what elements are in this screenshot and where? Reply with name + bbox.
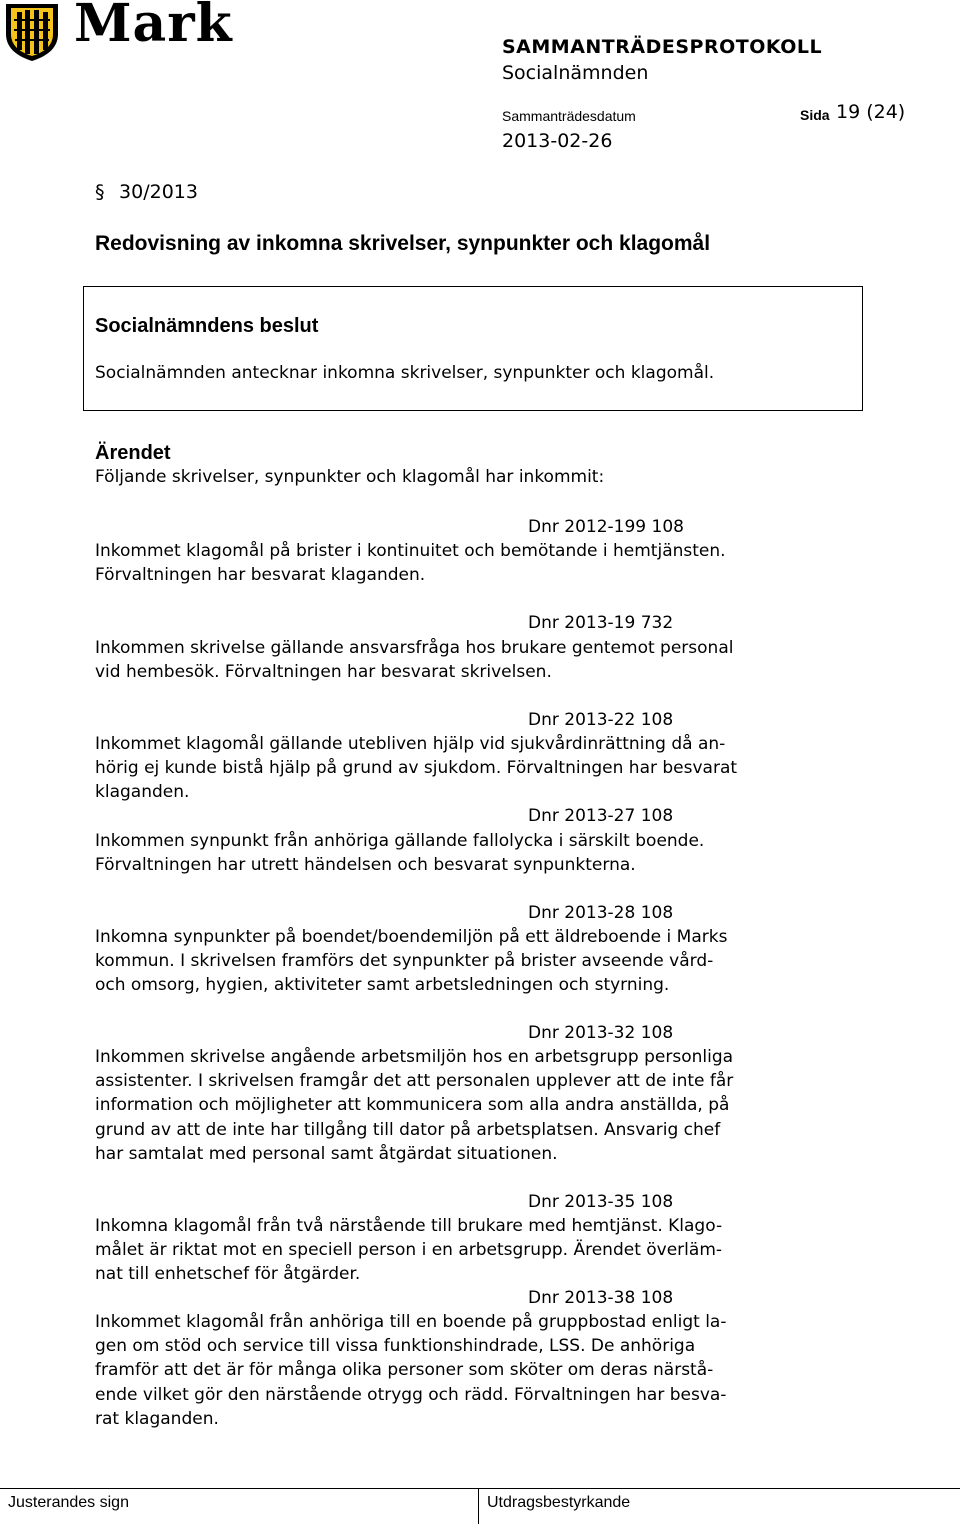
item-text-line: har samtalat med personal samt åtgärdat situationen.	[95, 1143, 558, 1164]
section-title: Redovisning av inkomna skrivelser, synpunkter och klagomål	[95, 232, 711, 255]
item-text-line: assistenter. I skrivelsen framgår det att personalen upplever att de inte får	[95, 1071, 734, 1092]
municipality-logo	[0, 0, 240, 62]
item-dnr: Dnr 2013-19 732	[528, 613, 674, 633]
decision-box	[83, 286, 863, 411]
committee-name: Socialnämnden	[502, 62, 649, 84]
item-text	[95, 829, 855, 877]
item-text-line: gen om stöd och service till vissa funktionshindrade, LSS. De anhöriga	[95, 1336, 696, 1357]
item-text-line: nat till enhetschef för åtgärder.	[95, 1264, 361, 1285]
item-text-line: Inkommen skrivelse gällande ansvarsfråga hos brukare gentemot personal	[95, 638, 734, 658]
item-dnr: Dnr 2013-35 108	[528, 1192, 674, 1212]
item-text	[95, 539, 855, 587]
logo-wordmark: Mark	[74, 0, 233, 54]
meeting-date: 2013-02-26	[502, 130, 613, 152]
paragraph-sign-icon: §	[95, 181, 105, 203]
item-dnr: Dnr 2013-38 108	[528, 1288, 674, 1308]
item-dnr: Dnr 2013-22 108	[528, 710, 674, 730]
item-text-line: klaganden.	[95, 782, 190, 803]
matter-intro: Följande skrivelser, synpunkter och klagomål har inkommit:	[95, 467, 605, 487]
section-id: 30/2013	[119, 181, 198, 203]
item-text-line: och omsorg, hygien, aktiviteter samt arbetsledningen och styrning.	[95, 975, 670, 996]
item-dnr: Dnr 2013-27 108	[528, 806, 674, 826]
item-text-line: kommun. I skrivelsen framförs det synpunkter på brister avseende vård-	[95, 951, 714, 972]
item-text-line: Inkommen skrivelse angående arbetsmiljön hos en arbetsgrupp personliga	[95, 1047, 734, 1067]
item-text-line: hörig ej kunde bistå hjälp på grund av sjukdom. Förvaltningen har besvarat	[95, 758, 738, 779]
footer-adjuster-signature: Justerandes sign	[8, 1494, 129, 1511]
item-text	[95, 925, 855, 998]
item-text-line: ende vilket gör den närstående otrygg och rädd. Förvaltningen har besva-	[95, 1384, 727, 1405]
item-text-line: vid hembesök. Förvaltningen har besvarat skrivelsen.	[95, 662, 552, 683]
item-text-line: Inkommet klagomål gällande utebliven hjälp vid sjukvårdinrättning då an-	[95, 734, 726, 754]
item-text-line: rat klaganden.	[95, 1408, 219, 1429]
item-dnr: Dnr 2013-28 108	[528, 903, 674, 923]
coat-of-arms-icon	[0, 0, 70, 62]
item-text	[95, 636, 855, 684]
item-text-line: grund av att de inte har tillgång till dator på arbetsplatsen. Ansvarig chef	[95, 1119, 721, 1140]
meeting-date-label: Sammanträdesdatum	[502, 108, 636, 124]
item-text-line: framför att det är för många olika personer som sköter om deras närstå-	[95, 1360, 714, 1381]
item-text-line: målet är riktat mot en speciell person i en arbetsgrupp. Ärendet överläm-	[95, 1240, 723, 1261]
item-text-line: Inkommet klagomål från anhöriga till en boende på gruppbostad enligt la-	[95, 1312, 727, 1332]
item-text	[95, 732, 855, 805]
footer-rule	[0, 1488, 960, 1489]
footer-extract-certification: Utdragsbestyrkande	[487, 1494, 631, 1511]
item-dnr: Dnr 2013-32 108	[528, 1023, 674, 1043]
decision-heading: Socialnämndens beslut	[95, 315, 319, 337]
page-number: 19 (24)	[836, 101, 906, 123]
matter-heading: Ärendet	[95, 442, 171, 464]
item-dnr: Dnr 2012-199 108	[528, 517, 684, 537]
item-text-line: Inkommen synpunkt från anhöriga gällande fallolycka i särskilt boende.	[95, 831, 705, 851]
item-text	[95, 1045, 855, 1166]
document-type: SAMMANTRÄDESPROTOKOLL	[502, 36, 823, 58]
item-text-line: Förvaltningen har besvarat klaganden.	[95, 565, 426, 586]
item-text-line: Inkommet klagomål på brister i kontinuitet och bemötande i hemtjänsten.	[95, 541, 726, 561]
item-text-line: Inkomna klagomål från två närstående till brukare med hemtjänst. Klago-	[95, 1216, 723, 1236]
item-text-line: Inkomna synpunkter på boendet/boendemiljön på ett äldreboende i Marks	[95, 927, 728, 947]
decision-text: Socialnämnden antecknar inkomna skrivelser, synpunkter och klagomål.	[95, 363, 715, 383]
section-number	[95, 183, 198, 202]
footer-divider	[478, 1488, 479, 1524]
item-text	[95, 1214, 855, 1287]
page-label: Sida	[800, 107, 830, 123]
item-text-line: Förvaltningen har utrett händelsen och besvarat synpunkterna.	[95, 855, 636, 876]
item-text-line: information och möjligheter att kommunicera som alla andra anställda, på	[95, 1095, 730, 1116]
item-text	[95, 1310, 855, 1431]
